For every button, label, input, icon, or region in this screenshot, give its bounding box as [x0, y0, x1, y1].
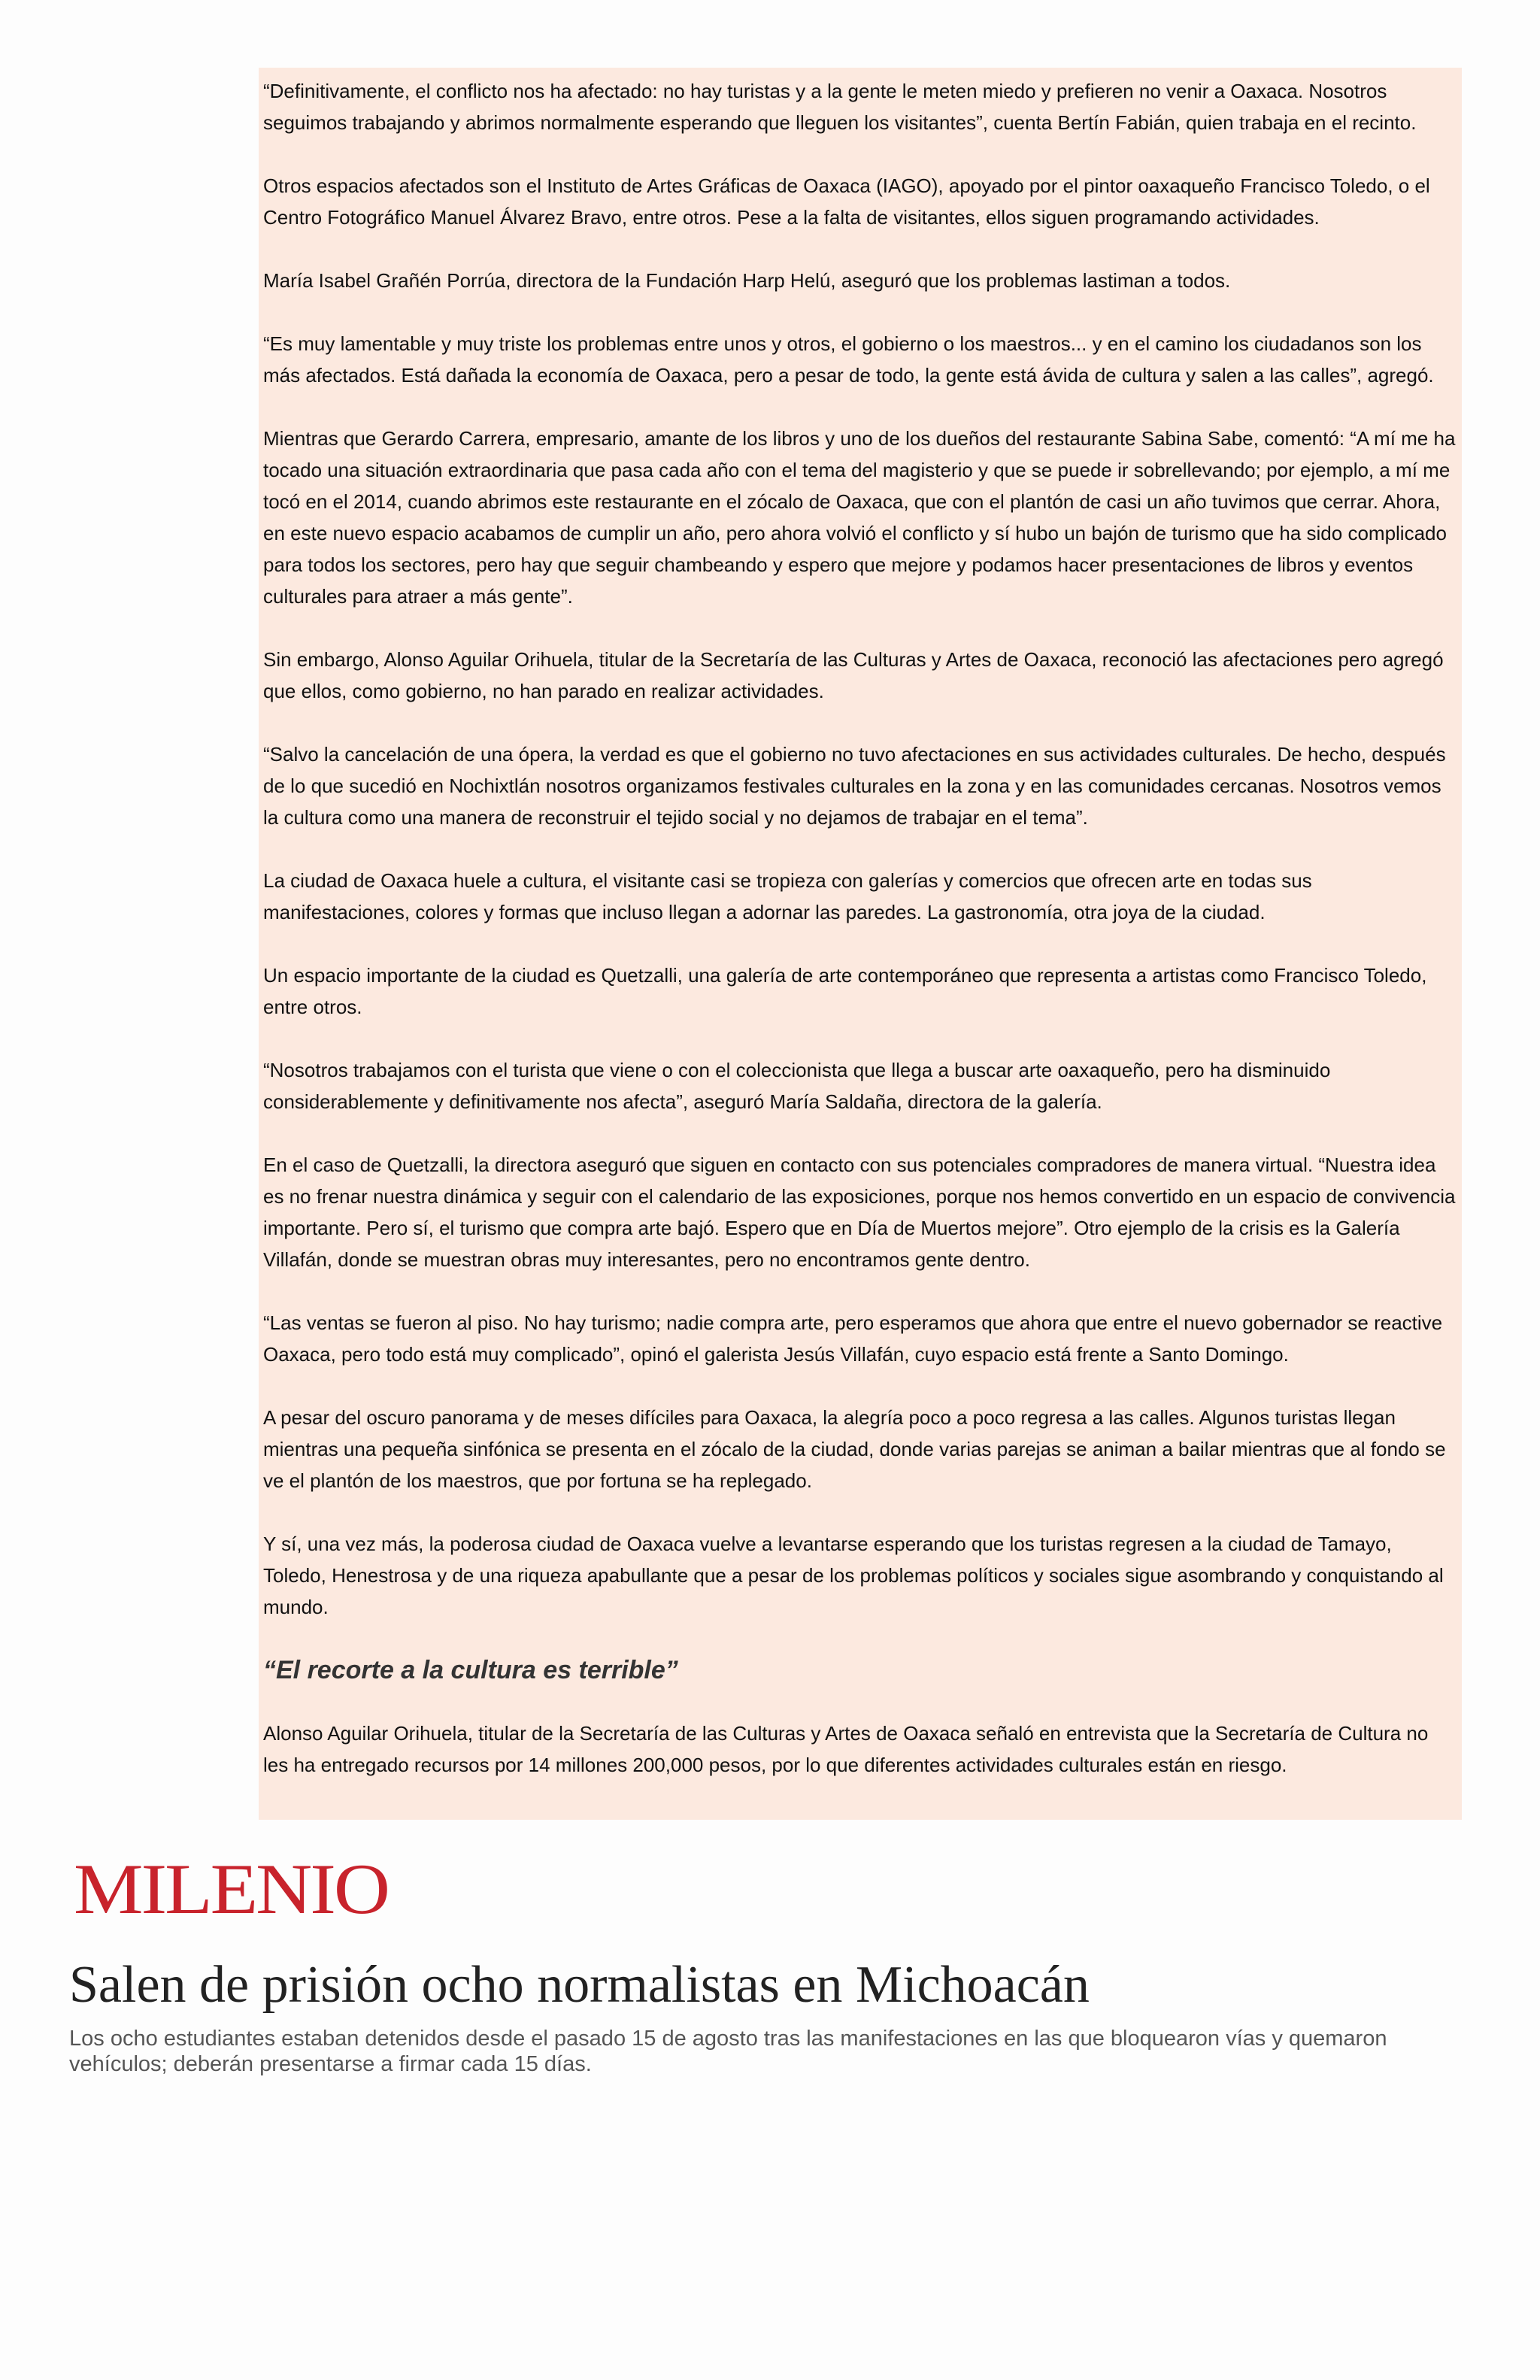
article-paragraph: “Salvo la cancelación de una ópera, la verdad es que el gobierno no tuvo afectaciones en sus actividades culturales. De hecho, después de lo que sucedió en Nochixtlán nosotros organizamos festivales culturales en la zona y en las comunidades cercanas. Nosotros vemos la cultura como una manera de reconstruir el tejido social y no dejamos de trabajar en el tema”.	[263, 743, 1446, 829]
milenio-logo[interactable]: MILENIO	[74, 1849, 389, 1930]
article-paragraph: Y sí, una vez más, la poderosa ciudad de Oaxaca vuelve a levantarse esperando que los turistas regresen a la ciudad de Tamayo, Toledo, Henestrosa y de una riqueza apabullante que a pesar de los problemas políticos y sociales sigue asombrando y conquistando al mundo.	[263, 1533, 1444, 1618]
article-paragraph: A pesar del oscuro panorama y de meses difíciles para Oaxaca, la alegría poco a poco regresa a las calles. Algunos turistas llegan mientras una pequeña sinfónica se presenta en el zócalo de la ciudad, donde varias parejas se animan a bailar mientras que al fondo se ve el plantón de los maestros, que por fortuna se ha replegado.	[263, 1406, 1446, 1492]
news-headline-link[interactable]: Salen de prisión ocho normalistas en Michoacán	[69, 1956, 1090, 2014]
article-paragraph: “Definitivamente, el conflicto nos ha afectado: no hay turistas y a la gente le meten miedo y prefieren no venir a Oaxaca. Nosotros seguimos trabajando y abrimos normalmente esperando que lleguen los visitantes”, cuenta Bertín Fabián, quien trabaja en el recinto.	[263, 80, 1417, 134]
article-paragraph: María Isabel Grañén Porrúa, directora de la Fundación Harp Helú, aseguró que los problemas lastiman a todos.	[263, 269, 1231, 292]
article-paragraph: Sin embargo, Alonso Aguilar Orihuela, titular de la Secretaría de las Culturas y Artes de Oaxaca, reconoció las afectaciones pero agregó que ellos, como gobierno, no han parado en realizar actividades.	[263, 648, 1444, 702]
article-subheading: “El recorte a la cultura es terrible”	[263, 1656, 678, 1684]
article-paragraph: Otros espacios afectados son el Instituto de Artes Gráficas de Oaxaca (IAGO), apoyado por el pintor oaxaqueño Francisco Toledo, o el Centro Fotográfico Manuel Álvarez Bravo, entre otros. Pese a la falta de visitantes, ellos siguen programando actividades.	[263, 174, 1430, 229]
article-paragraph: Alonso Aguilar Orihuela, titular de la Secretaría de las Culturas y Artes de Oaxaca señaló en entrevista que la Secretaría de Cultura no les ha entregado recursos por 14 millones 200,000 pesos, por lo que diferentes actividades culturales están en riesgo.	[263, 1722, 1429, 1776]
article-paragraph: “Es muy lamentable y muy triste los problemas entre unos y otros, el gobierno o los maestros... y en el camino los ciudadanos son los más afectados. Está dañada la economía de Oaxaca, pero a pesar de todo, la gente está ávida de cultura y salen a las calles”, agregó.	[263, 332, 1434, 387]
article-paragraph: Un espacio importante de la ciudad es Quetzalli, una galería de arte contemporáneo que representa a artistas como Francisco Toledo, entre otros.	[263, 964, 1427, 1018]
article-paragraph: Mientras que Gerardo Carrera, empresario, amante de los libros y uno de los dueños del restaurante Sabina Sabe, comentó: “A mí me ha tocado una situación extraordinaria que pasa cada año con el tema del magisterio y que se puede ir sobrellevando; por ejemplo, a mí me tocó en el 2014, cuando abrimos este restaurante en el zócalo de Oaxaca, que con el plantón de casi un año tuvimos que cerrar. Ahora, en este nuevo espacio acabamos de cumplir un año, pero ahora volvió el conflicto y sí hubo un bajón de turismo que ha sido complicado para todos los sectores, pero hay que seguir chambeando y espero que mejore y podamos hacer presentaciones de libros y eventos culturales para atraer a más gente”.	[263, 427, 1456, 608]
article-paragraph: En el caso de Quetzalli, la directora aseguró que siguen en contacto con sus potenciales compradores de manera virtual. “Nuestra idea es no frenar nuestra dinámica y seguir con el calendario de las exposiciones, porque nos hemos convertido en un espacio de convivencia importante. Pero sí, el turismo que compra arte bajó. Espero que en Día de Muertos mejore”. Otro ejemplo de la crisis es la Galería Villafán, donde se muestran obras muy interesantes, pero no encontramos gente dentro.	[263, 1154, 1456, 1271]
article-paragraph: “Nosotros trabajamos con el turista que viene o con el coleccionista que llega a buscar arte oaxaqueño, pero ha disminuido considerablemente y definitivamente nos afecta”, aseguró María Saldaña, directora de la galería.	[263, 1059, 1331, 1113]
news-summary: Los ocho estudiantes estaban detenidos desde el pasado 15 de agosto tras las manifestaciones en las que bloquearon vías y quemaron vehículos; deberán presentarse a firmar cada 15 días.	[69, 2027, 1387, 2076]
article-paragraph: La ciudad de Oaxaca huele a cultura, el visitante casi se tropieza con galerías y comercios que ofrecen arte en todas sus manifestaciones, colores y formas que incluso llegan a adornar las paredes. La gastronomía, otra joya de la ciudad.	[263, 869, 1312, 923]
article-body	[259, 68, 1462, 1820]
article-paragraph: “Las ventas se fueron al piso. No hay turismo; nadie compra arte, pero esperamos que ahora que entre el nuevo gobernador se reactive Oaxaca, pero todo está muy complicado”, opinó el galerista Jesús Villafán, cuyo espacio está frente a Santo Domingo.	[263, 1311, 1443, 1366]
